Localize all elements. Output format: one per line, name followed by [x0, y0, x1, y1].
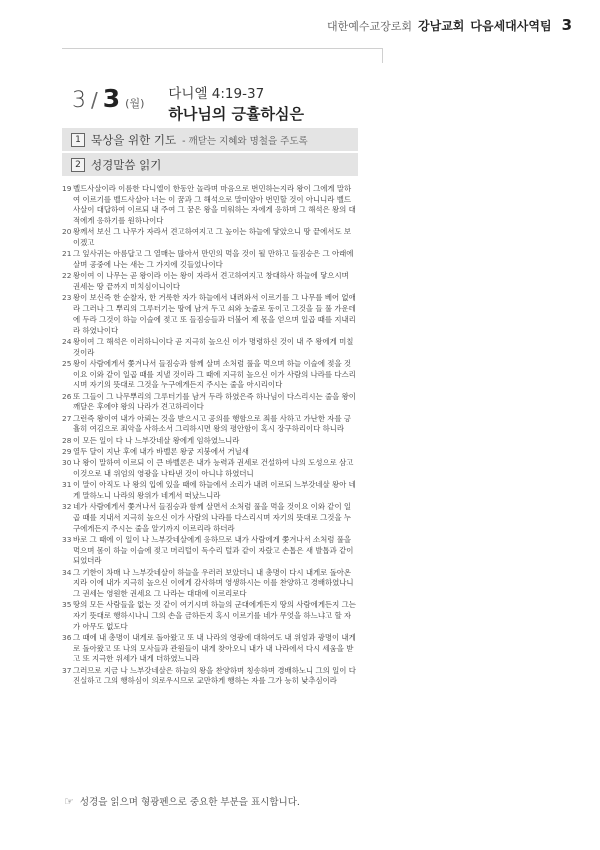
verse-number: 26 — [62, 391, 72, 401]
verse-28 — [62, 436, 358, 447]
verse-number: 23 — [62, 293, 72, 303]
verse-text: 그 때에 내 총명이 내게로 돌아왔고 또 내 나라의 영광에 대하여도 내 위엄과 광명이 내게로 돌아왔고 또 나의 모사들과 관원들이 내게 찾아오니 내가 내 나라에서 다시 세움을 받고 또 지극한 위세가 내게 더하였느니라 — [73, 632, 356, 664]
verse-number: 35 — [62, 600, 72, 610]
title-texts — [168, 82, 304, 124]
header-rule-divider — [62, 48, 383, 63]
verse-29 — [62, 447, 358, 458]
verse-22 — [62, 271, 358, 292]
verse-30 — [62, 458, 358, 479]
verse-number: 32 — [62, 502, 72, 512]
footer-note-text: 성경을 읽으며 형광펜으로 중요한 부분을 표시합니다. — [79, 797, 300, 808]
verse-text: 벨드사살이라 이름한 다니엘이 한동안 놀라며 마음으로 번민하는지라 왕이 그에게 말하여 이르기를 벨드사살아 너는 이 꿈과 그 해석으로 말미암아 번민할 것이 아니니라 벨드사살이 대답하여 이르되 내 주여 그 꿈은 왕을 미워하는 자에게 응하며 그 해석은 왕의 대적에게 응하기를 원하나이다 — [73, 184, 356, 226]
date-label — [72, 84, 144, 113]
verse-number: 22 — [62, 271, 72, 281]
verse-text: 바로 그 때에 이 일이 나 느부갓네살에게 응하므로 내가 사람에게 쫓겨나서 소처럼 풀을 먹으며 몸이 하늘 이슬에 젖고 머리털이 독수리 털과 같이 자랐고 손톱은 새 발톱과 같이 되었더라 — [73, 534, 354, 566]
verse-text: 그런즉 왕이여 내가 아뢰는 것을 받으시고 공의를 행함으로 죄를 사하고 가난한 자를 긍휼히 여김으로 죄악을 사하소서 그리하시면 왕의 평안함이 혹시 장구하리이다 하니라 — [73, 413, 352, 434]
verse-number: 21 — [62, 249, 72, 259]
verse-text: 또 그들이 그 나무뿌리의 그루터기를 남겨 두라 하였은즉 하나님이 다스리시는 줄을 왕이 깨달은 후에야 왕의 나라가 견고하리이다 — [73, 391, 356, 412]
verse-19 — [62, 184, 358, 227]
header-church: 강남교회 — [418, 19, 465, 33]
footer-note — [64, 794, 300, 808]
verse-27 — [62, 414, 358, 435]
verse-20 — [62, 227, 358, 248]
section-number-2: 2 — [71, 158, 85, 172]
verse-24 — [62, 337, 358, 358]
verse-25 — [62, 359, 358, 391]
verse-text: 열두 달이 지난 후에 내가 바벨론 왕궁 지붕에서 거닐새 — [73, 446, 249, 456]
verse-number: 33 — [62, 534, 72, 544]
verse-number: 34 — [62, 567, 72, 577]
verse-number: 29 — [62, 446, 72, 456]
page-title: 하나님의 긍휼하심은 — [168, 105, 305, 123]
header-org: 대한예수교장로회 — [327, 20, 413, 33]
verse-number: 31 — [62, 480, 72, 490]
verse-text: 그 기한이 차매 나 느부갓네살이 하늘을 우러러 보았더니 내 총명이 다시 내게로 돌아온지라 이에 내가 지극히 높으신 이에게 감사하며 영생하시는 이를 찬양하고 경배하였나니 그 권세는 영원한 권세요 그 나라는 대대에 이르리로다 — [73, 567, 354, 598]
verse-34 — [62, 568, 358, 600]
verse-33 — [62, 535, 358, 567]
date-slash: / — [91, 88, 98, 112]
header-dept: 다음세대사역팀 — [470, 19, 552, 33]
verse-text: 그러므로 지금 나 느부갓네살은 하늘의 왕을 찬양하며 칭송하며 경배하노니 그의 일이 다 진실하고 그의 행하심이 의로우시므로 교만하게 행하는 자를 그가 능히 낮추심이라 — [73, 665, 356, 686]
verse-36 — [62, 633, 358, 665]
date-day: 3 — [102, 84, 121, 113]
verse-text: 땅의 모든 사람들을 없는 것 같이 여기시며 하늘의 군대에게든지 땅의 사람에게든지 그는 자기 뜻대로 행하시나니 그의 손을 금하든지 혹시 이르기를 네가 무엇을 하느냐고 할 자가 아무도 없도다 — [73, 600, 356, 631]
verse-text: 왕이 사람에게서 쫓겨나서 들짐승과 함께 살며 소처럼 풀을 먹으며 하늘 이슬에 젖을 것이요 이와 같이 일곱 때를 지낼 것이라 그 때에 지극히 높으신 이가 사람의 나라를 다스리시며 자기의 뜻대로 그것을 누구에게든지 주시는 줄을 아시리이다 — [73, 358, 356, 390]
verse-35 — [62, 600, 358, 632]
verse-text: 나 왕이 말하여 이르되 이 큰 바벨론은 내가 능력과 권세로 건설하여 나의 도성으로 삼고 이것으로 내 위엄의 영광을 나타낸 것이 아니냐 하였더니 — [73, 458, 354, 478]
verse-text: 왕이여 그 해석은 이러하니이다 곧 지극히 높으신 이가 명령하신 것이 내 주 왕에게 미칠 것이라 — [73, 336, 354, 357]
verse-number: 30 — [62, 458, 72, 468]
section-sublabel-prayer: - 깨닫는 지혜와 명철을 주도록 — [182, 135, 308, 147]
section-number-1: 1 — [71, 133, 85, 147]
verse-text: 그 잎사귀는 아름답고 그 열매는 많아서 만민의 먹을 것이 될 만하고 들짐승은 그 아래에 살며 공중에 나는 새는 그 가지에 깃들었나이다 — [73, 249, 354, 270]
verse-number: 19 — [62, 184, 72, 193]
date-weekday: (월) — [125, 97, 145, 110]
date-month: 3 — [72, 88, 86, 113]
verse-text: 이 모든 일이 다 나 느부갓네살 왕에게 임하였느니라 — [73, 435, 240, 445]
verse-number: 36 — [62, 632, 72, 642]
verse-26 — [62, 392, 358, 413]
verse-text: 왕이여 이 나무는 곧 왕이라 이는 왕이 자라서 견고하여지고 창대하사 하늘에 닿으시며 권세는 땅 끝까지 미치심이니이다 — [73, 271, 349, 292]
verse-number: 37 — [62, 665, 72, 675]
title-block — [72, 82, 304, 124]
section-label-prayer: 묵상을 위한 기도 — [91, 132, 177, 147]
pointing-hand-icon: ☞ — [64, 794, 74, 808]
verse-32 — [62, 502, 358, 534]
scripture-reference: 다니엘 4:19-37 — [168, 86, 265, 102]
page-number: 3 — [561, 16, 572, 34]
verse-text: 왕께서 보신 그 나무가 자라서 견고하여지고 그 높이는 하늘에 닿았으니 땅 끝에서도 보이겠고 — [73, 227, 352, 248]
section-reading — [62, 153, 358, 176]
page-header — [327, 16, 572, 38]
verse-number: 24 — [62, 336, 72, 346]
verse-number: 28 — [62, 435, 72, 445]
verse-text: 이 말이 아직도 나 왕의 입에 있을 때에 하늘에서 소리가 내려 이르되 느부갓네살 왕아 네게 말하노니 나라의 왕위가 네게서 떠났느니라 — [73, 480, 356, 500]
verse-21 — [62, 249, 358, 270]
verse-31 — [62, 480, 358, 501]
verse-number: 20 — [62, 227, 72, 237]
verse-text: 왕이 보신즉 한 순찰자, 한 거룩한 자가 하늘에서 내려와서 이르기를 그 나무를 베어 없애라 그러나 그 뿌리의 그루터기는 땅에 남겨 두고 쇠와 놋줄로 동이고 그것을 들 풀 가운데에 두라 그것이 하늘 이슬에 젖고 또 들짐승들과 더불어 제 몫을 얻으며 일곱 때를 지내리라 하였나이다 — [73, 293, 356, 335]
verse-23 — [62, 293, 358, 336]
section-label-reading: 성경말씀 읽기 — [91, 157, 162, 172]
section-prayer — [62, 128, 358, 151]
verse-37 — [62, 666, 358, 687]
verse-number: 25 — [62, 358, 72, 368]
scripture-text — [62, 184, 358, 688]
verse-text: 네가 사람에게서 쫓겨나서 들짐승과 함께 살면서 소처럼 풀을 먹을 것이요 이와 같이 일곱 때를 지내서 지극히 높으신 이가 사람의 나라를 다스리시며 자기의 뜻대로 그것을 누구에게든지 주시는 줄을 알기까지 이르리라 하더라 — [73, 502, 352, 533]
verse-number: 27 — [62, 413, 72, 423]
